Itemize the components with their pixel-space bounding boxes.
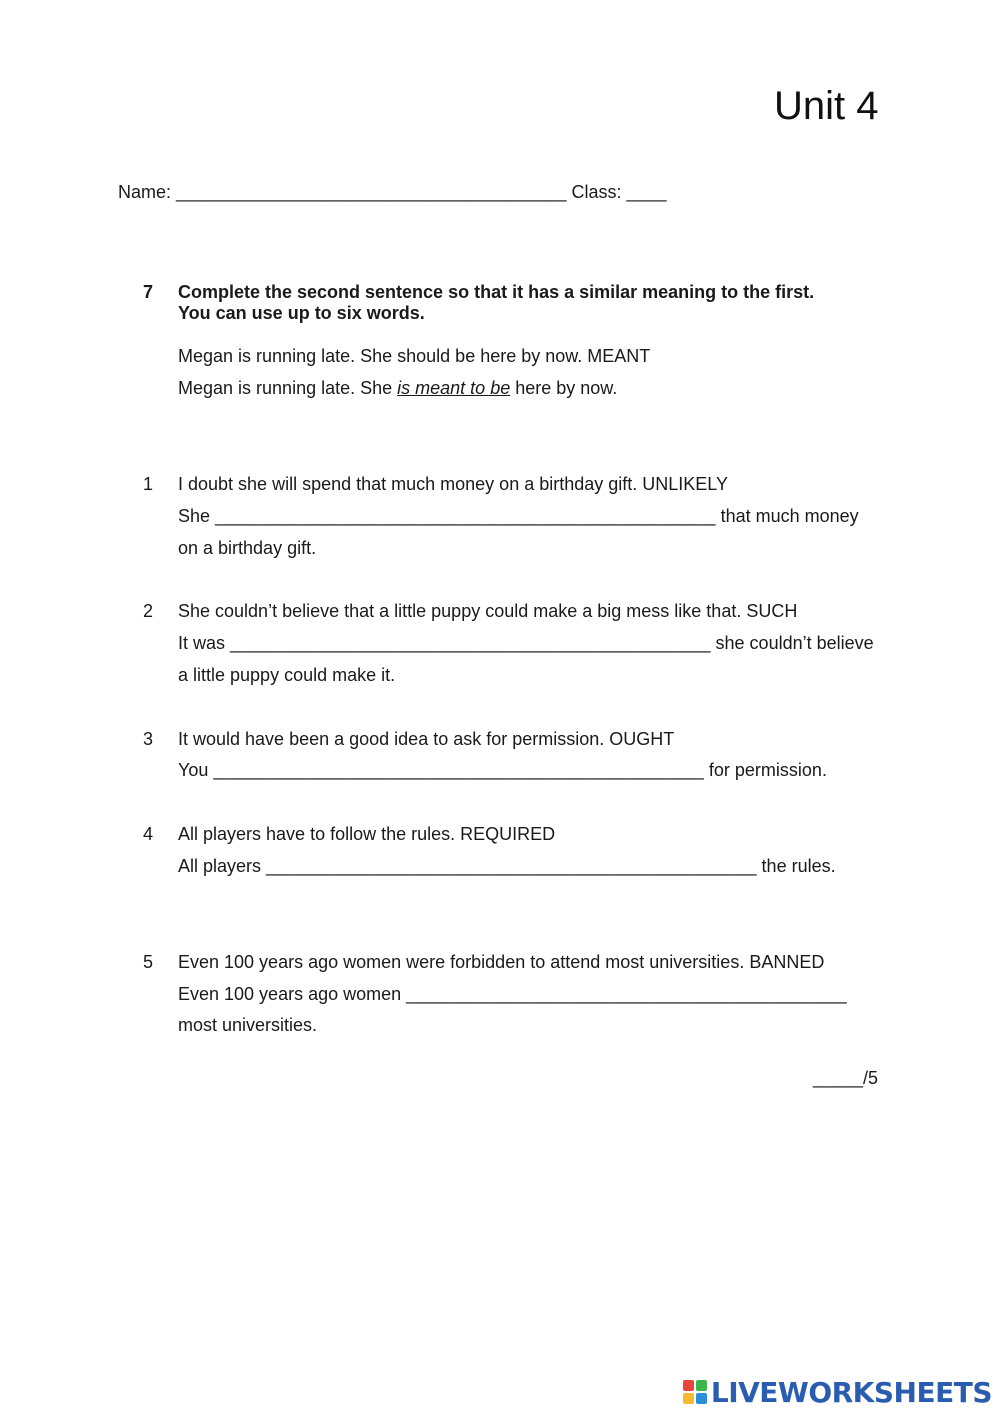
- example-before: Megan is running late. She: [178, 378, 393, 398]
- question-4-number: 4: [143, 824, 154, 844]
- example-answer: is meant to be: [397, 378, 511, 398]
- question-1-continuation: on a birthday gift.: [178, 538, 317, 558]
- question-4-answer-line[interactable]: All players _________________________________________________ the rules.: [178, 856, 836, 876]
- page-title: Unit 4: [774, 84, 879, 128]
- question-5-prompt: Even 100 years ago women were forbidden to attend most universities. BANNED: [178, 952, 825, 972]
- task-number: 7: [143, 282, 154, 302]
- question-5-continuation: most universities.: [178, 1015, 318, 1035]
- question-2-answer-line[interactable]: It was ________________________________________________ she couldn’t believe: [178, 633, 874, 653]
- question-1-answer-line[interactable]: She __________________________________________________ that much money: [178, 506, 859, 526]
- question-3-answer-line[interactable]: You _________________________________________________ for permission.: [178, 760, 827, 780]
- question-3-number: 3: [143, 729, 154, 749]
- question-2-prompt: She couldn’t believe that a little puppy could make a big mess like that. SUCH: [178, 601, 798, 621]
- example-sentence2: [178, 377, 617, 399]
- class-field[interactable]: ____: [626, 182, 667, 202]
- task-instruction-line1: Complete the second sentence so that it has a similar meaning to the first.: [178, 282, 815, 302]
- question-2-continuation: a little puppy could make it.: [178, 665, 396, 685]
- liveworksheets-logo-icon: [683, 1380, 707, 1404]
- question-4-prompt: All players have to follow the rules. REQUIRED: [178, 824, 556, 844]
- question-5-answer-line[interactable]: Even 100 years ago women ____________________________________________: [178, 984, 847, 1004]
- question-1-prompt: I doubt she will spend that much money on a birthday gift. UNLIKELY: [178, 474, 728, 494]
- student-info-row: [118, 181, 667, 203]
- class-label: Class:: [571, 182, 622, 202]
- question-3-prompt: It would have been a good idea to ask for permission. OUGHT: [178, 729, 675, 749]
- question-2-number: 2: [143, 601, 154, 621]
- task-instruction-line2: You can use up to six words.: [178, 303, 425, 323]
- logo-text: LIVEWORKSHEETS: [710, 1375, 992, 1409]
- example-sentence1: Megan is running late. She should be here by now. MEANT: [178, 346, 651, 366]
- score-field[interactable]: _____/5: [813, 1068, 879, 1088]
- question-5-number: 5: [143, 952, 154, 972]
- question-1-number: 1: [143, 474, 154, 494]
- liveworksheets-logo: [683, 1375, 992, 1409]
- example-after: here by now.: [515, 378, 618, 398]
- name-label: Name:: [118, 182, 172, 202]
- name-field[interactable]: _______________________________________: [176, 182, 567, 202]
